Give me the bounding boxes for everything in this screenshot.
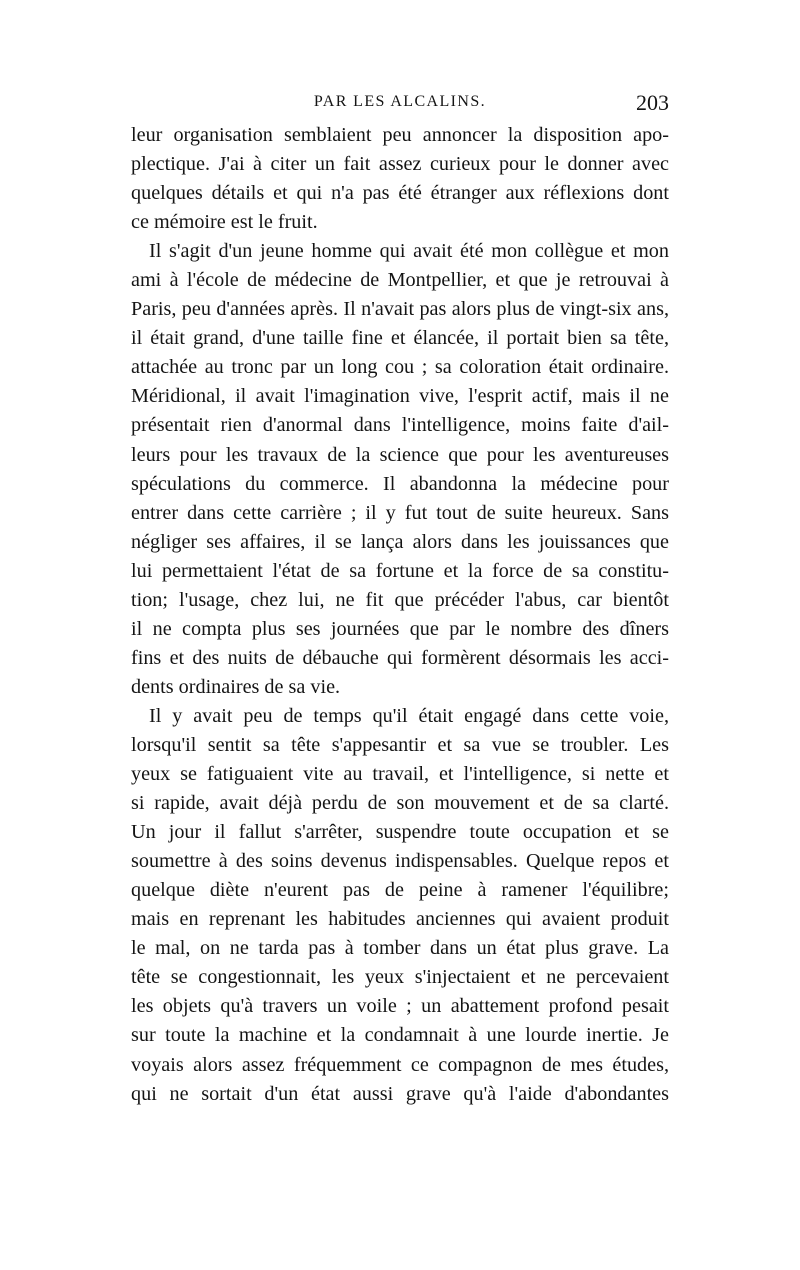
text-line: spéculations du commerce. Il abandonna la médecine pour [131, 472, 669, 495]
paragraph [131, 237, 669, 702]
text-line: lui permettaient l'état de sa fortune et la force de sa constitu- [131, 559, 669, 582]
text-line: les objets qu'à travers un voile ; un abattement profond pesait [131, 995, 669, 1018]
text-line: plectique. J'ai à citer un fait assez curieux pour le donner avec [131, 153, 669, 176]
text-line: présentait rien d'anormal dans l'intelligence, moins faite d'ail- [131, 414, 669, 437]
paragraph [131, 702, 669, 1109]
text-line: lorsqu'il sentit sa tête s'appesantir et sa vue se troubler. Les [131, 733, 669, 756]
text-line: leur organisation semblaient peu annoncer la disposition apo- [131, 124, 669, 146]
text-line: tête se congestionnait, les yeux s'injectaient et ne percevaient [131, 966, 669, 989]
text-line: ami à l'école de médecine de Montpellier, et que je retrouvai à [131, 269, 669, 292]
text-line: leurs pour les travaux de la science que pour les aventureuses [131, 443, 669, 466]
text-line: Il y avait peu de temps qu'il était engagé dans cette voie, [149, 704, 669, 727]
text-line: voyais alors assez fréquemment ce compagnon de mes études, [131, 1053, 669, 1076]
text-line: sur toute la machine et la condamnait à une lourde inertie. Je [131, 1024, 669, 1047]
text-line: négliger ses affaires, il se lança alors dans les jouissances que [131, 530, 669, 553]
text-line: soumettre à des soins devenus indispensables. Quelque repos et [131, 850, 669, 873]
text-line: si rapide, avait déjà perdu de son mouvement et de sa clarté. [131, 792, 669, 815]
body-text [131, 121, 669, 1109]
text-line: Méridional, il avait l'imagination vive, l'esprit actif, mais il ne [131, 385, 669, 408]
text-line: Paris, peu d'années après. Il n'avait pas alors plus de vingt-six ans, [131, 298, 669, 321]
text-line: qui ne sortait d'un état aussi grave qu'à l'aide d'abondantes [131, 1082, 669, 1105]
text-line: entrer dans cette carrière ; il y fut tout de suite heureux. Sans [131, 501, 669, 524]
text-line: Un jour il fallut s'arrêter, suspendre toute occupation et se [131, 821, 669, 844]
running-head [131, 90, 669, 118]
text-line: il ne compta plus ses journées que par le nombre des dîners [131, 617, 669, 640]
text-line: le mal, on ne tarda pas à tomber dans un état plus grave. La [131, 937, 669, 960]
text-line: ce mémoire est le fruit. [131, 211, 318, 234]
text-line: Il s'agit d'un jeune homme qui avait été mon collègue et mon [149, 240, 669, 263]
text-line: yeux se fatiguaient vite au travail, et l'intelligence, si nette et [131, 763, 669, 786]
text-line: quelque diète n'eurent pas de peine à ramener l'équilibre; [131, 879, 669, 902]
text-line: tion; l'usage, chez lui, ne fit que précéder l'abus, car bientôt [131, 588, 669, 611]
paragraph [131, 121, 669, 237]
text-line: quelques détails et qui n'a pas été étranger aux réflexions dont [131, 182, 669, 205]
text-line: dents ordinaires de sa vie. [131, 675, 341, 698]
text-line: fins et des nuits de débauche qui formèrent désormais les acci- [131, 646, 669, 669]
text-line: mais en reprenant les habitudes anciennes qui avaient produit [131, 908, 669, 931]
page-number: 203 [636, 90, 669, 115]
running-title: PAR LES ALCALINS. [313, 93, 487, 110]
text-line: il était grand, d'une taille fine et élancée, il portait bien sa tête, [131, 327, 669, 350]
text-line: attachée au tronc par un long cou ; sa coloration était ordinaire. [131, 356, 669, 379]
